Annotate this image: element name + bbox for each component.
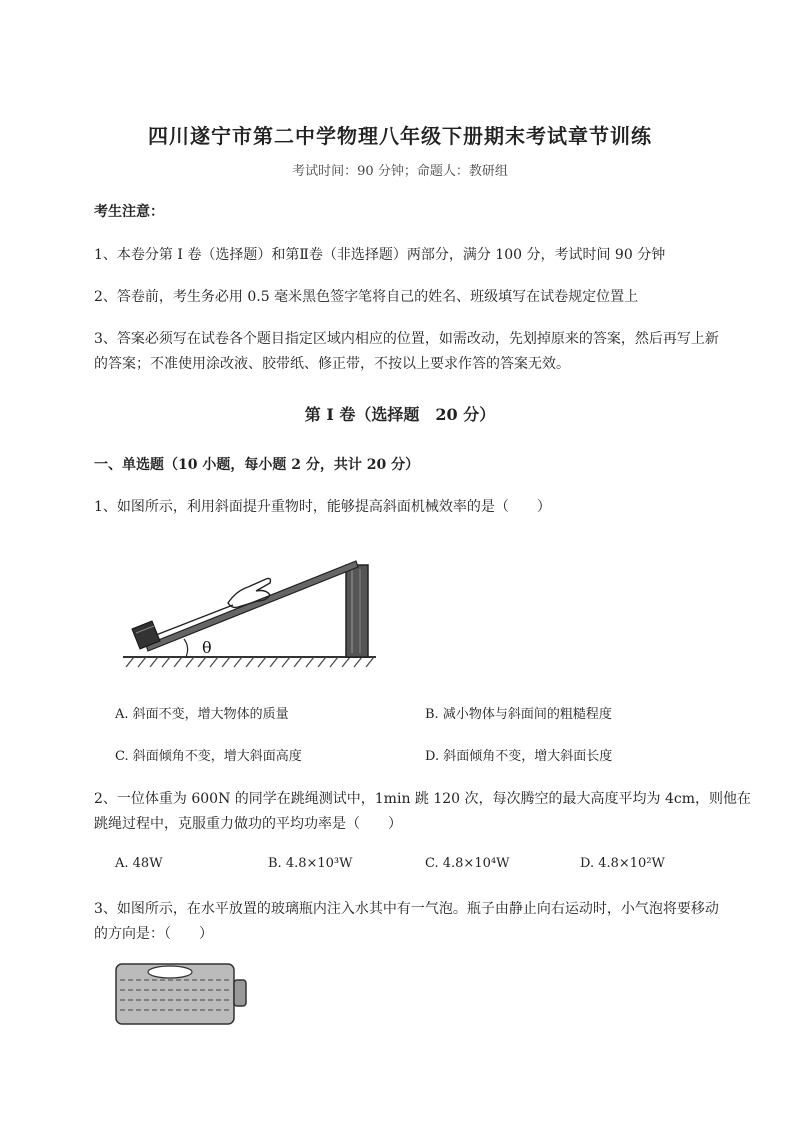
option-d: D. 斜面倾角不变，增大斜面长度: [425, 749, 613, 764]
question-2-stem: 跳绳过程中，克服重力做功的平均功率是（ ）: [94, 816, 402, 832]
question-1-stem: 1、如图所示，利用斜面提升重物时，能够提高斜面机械效率的是（ ）: [94, 499, 551, 515]
option-a: A. 斜面不变，增大物体的质量: [115, 707, 289, 722]
notice-item: 2、答卷前，考生务必用 0.5 毫米黑色签字笔将自己的姓名、班级填写在试卷规定位置上: [94, 289, 639, 305]
notice-heading: 考生注意：: [94, 204, 164, 220]
page-title: 四川遂宁市第二中学物理八年级下册期末考试章节训练: [148, 124, 652, 148]
option-d: D. 4.8×10²W: [580, 856, 665, 871]
angle-label: θ: [202, 638, 212, 657]
option-b: B. 减小物体与斜面间的粗糙程度: [425, 707, 612, 722]
option-c: C. 4.8×10⁴W: [425, 856, 510, 871]
section-title: 第 I 卷（选择题 20 分）: [304, 405, 496, 424]
exam-info: 考试时间：90 分钟；命题人：教研组: [292, 164, 508, 179]
part-heading: 一、单选题（10 小题，每小题 2 分，共计 20 分）: [94, 457, 420, 473]
question-3-stem: 的方向是：（ ）: [94, 926, 213, 942]
question-3-stem: 3、如图所示，在水平放置的玻璃瓶内注入水其中有一气泡。瓶子由静止向右运动时，小气泡将要移动: [94, 901, 719, 917]
incline-figure: [118, 545, 383, 675]
option-a: A. 48W: [115, 856, 163, 871]
option-c: C. 斜面倾角不变，增大斜面高度: [115, 749, 302, 764]
notice-item: 1、本卷分第 I 卷（选择题）和第Ⅱ卷（非选择题）两部分，满分 100 分，考试时间 90 分钟: [94, 247, 666, 263]
notice-item: 的答案；不准使用涂改液、胶带纸、修正带，不按以上要求作答的答案无效。: [94, 356, 570, 372]
notice-item: 3、答案必须写在试卷各个题目指定区域内相应的位置，如需改动，先划掉原来的答案，然后再写上新: [94, 331, 719, 347]
bottle-figure: [112, 960, 252, 1030]
question-2-stem: 2、一位体重为 600N 的同学在跳绳测试中，1min 跳 120 次，每次腾空的最大高度平均为 4cm，则他在: [94, 791, 751, 807]
option-b: B. 4.8×10³W: [268, 856, 353, 871]
